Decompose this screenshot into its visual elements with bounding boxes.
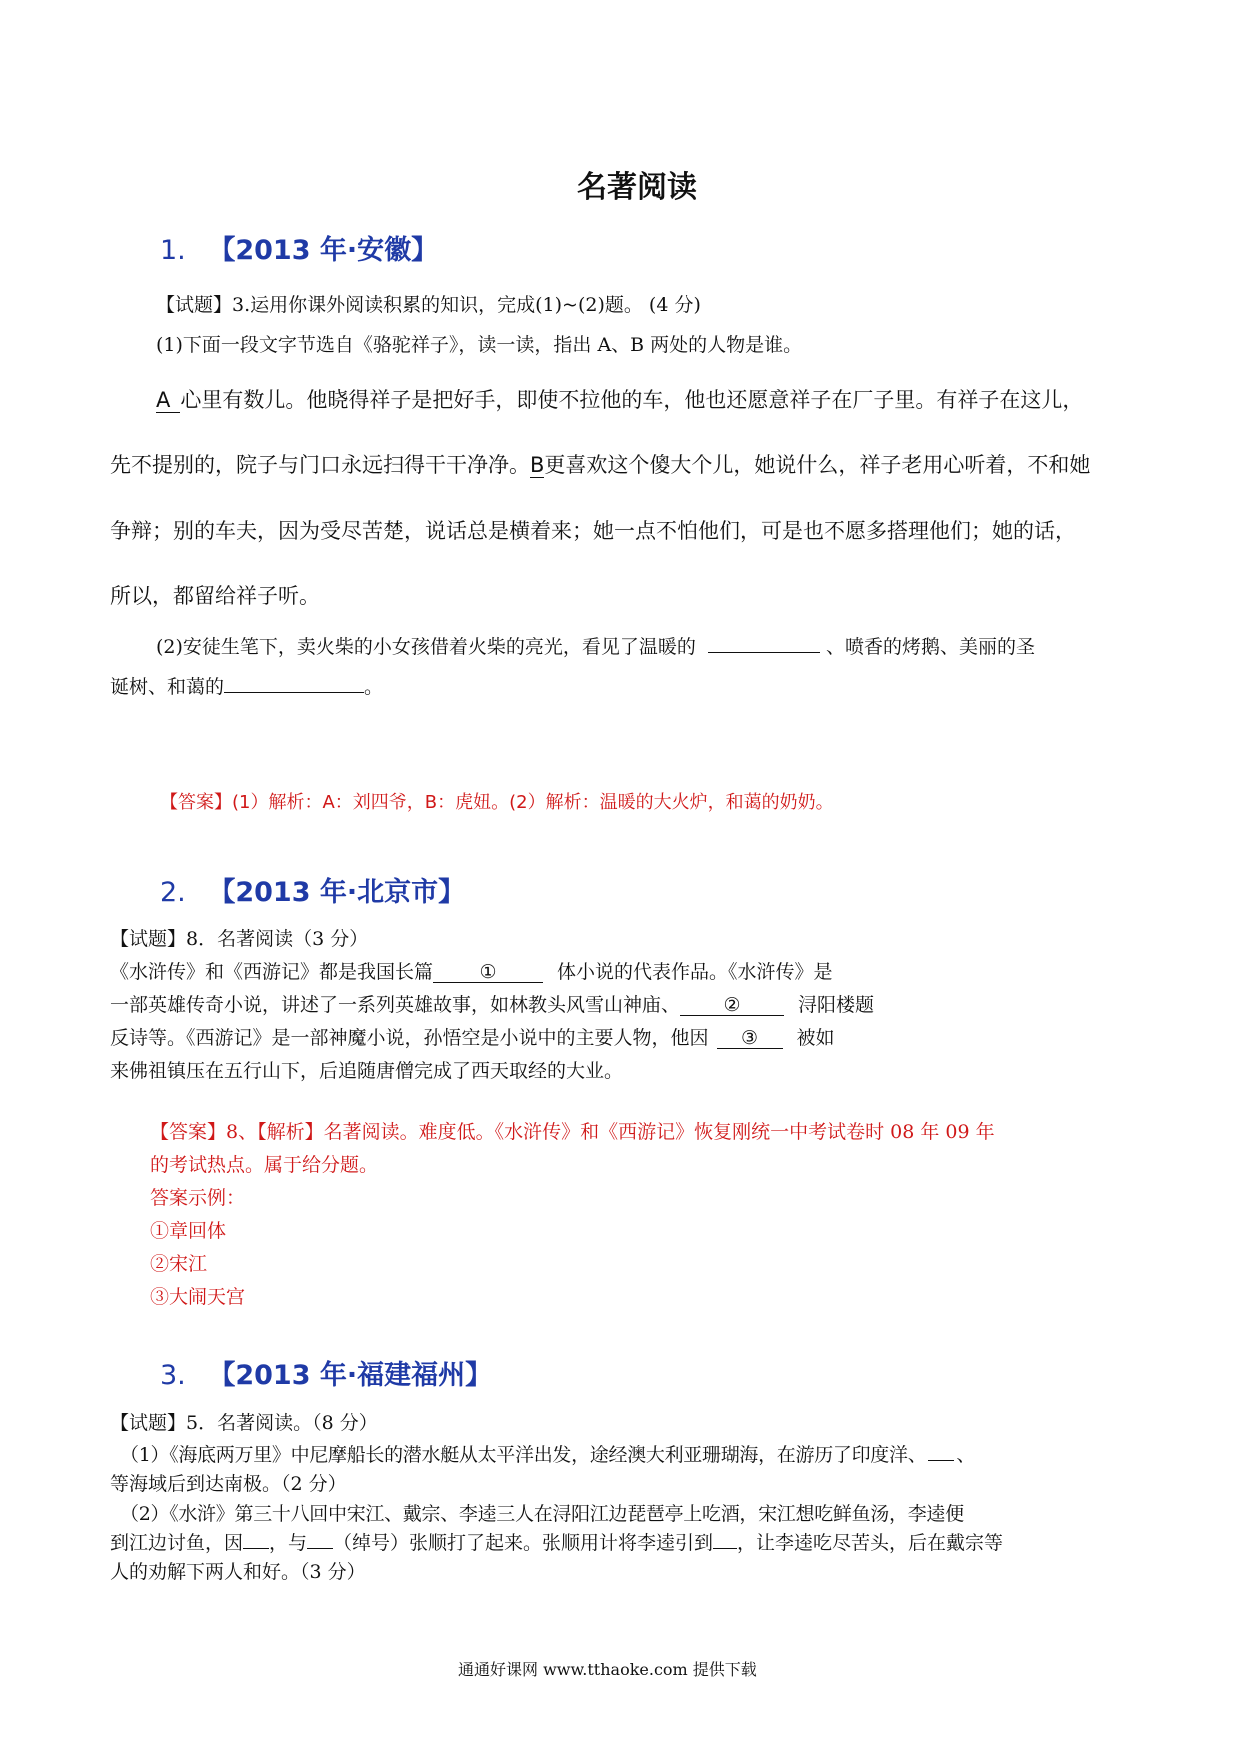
s3-text-2c: （绰号）张顺打了起来。张顺用计将李逵引到 [333, 1532, 714, 1554]
section-1-heading [160, 228, 438, 267]
s3-text-1b: 、 [956, 1444, 976, 1466]
s2-text-2a: 一部英雄传奇小说，讲述了一系列英雄故事，如林教头风雪山神庙、 [110, 994, 681, 1016]
section-3-p1-line-1 [120, 1440, 975, 1467]
answer-item: ①章回体 [150, 1220, 227, 1242]
mark-a: A [156, 388, 180, 413]
page-footer: 通通好课网 www.tthaoke.com 提供下载 [458, 1660, 757, 1679]
section-1-question-1: (1)下面一段文字节选自《骆驼祥子》，读一读，指出 A、B 两处的人物是谁。 [156, 334, 803, 356]
q2-text-a: (2)安徒生笔下，卖火柴的小女孩借着火柴的亮光，看见了温暖的 [156, 636, 696, 658]
s2-text-2b: 浔阳楼题 [798, 994, 875, 1016]
passage-line-1 [156, 384, 1083, 414]
section-2-answer-line-1: 【答案】8、【解析】名著阅读。难度低。《水浒传》和《西游记》恢复刚统一中考试卷时 08 年 09 年 [150, 1121, 995, 1143]
blank-2: ② [680, 996, 784, 1016]
s2-text-3a: 反诗等。《西游记》是一部神魔小说，孙悟空是小说中的主要人物，他因 [110, 1027, 709, 1049]
s3-text-2a: 到江边讨鱼，因 [110, 1532, 244, 1554]
q2-text-b: 、喷香的烤鹅、美丽的圣 [825, 636, 1035, 658]
q2-text-d: 。 [364, 676, 384, 698]
section-2-heading [160, 870, 465, 909]
passage-text-2a: 先不提别的，院子与门口永远扫得干干净净。 [110, 453, 530, 477]
s2-text-1a: 《水浒传》和《西游记》都是我国长篇 [110, 961, 434, 983]
answer-blank [708, 652, 820, 653]
answer-item: ③大闹天宫 [150, 1286, 246, 1308]
mark-b: B [530, 453, 545, 477]
blank-3: ③ [717, 1029, 783, 1049]
answer-blank [928, 1460, 954, 1461]
answer-blank [713, 1548, 737, 1549]
section-1-answer: 【答案】(1）解析：A：刘四爷，B：虎妞。(2）解析：温暖的大火炉，和蔼的奶奶。 [160, 792, 834, 813]
section-3-number: 3. [160, 1360, 186, 1391]
section-3-p2-line-2 [110, 1528, 1003, 1555]
section-1-question-2 [156, 632, 1035, 659]
s2-text-1b: 体小说的代表作品。《水浒传》是 [557, 961, 833, 983]
blank-1: ① [433, 963, 543, 983]
section-2-question-intro: 【试题】8．名著阅读（3 分） [110, 928, 369, 950]
section-1-label: 【2013 年·安徽】 [208, 235, 439, 266]
passage-line-4: 所以，都留给祥子听。 [110, 584, 320, 608]
section-3-heading [160, 1353, 492, 1392]
section-2-answer-line-2: 的考试热点。属于给分题。 [150, 1154, 379, 1176]
s3-text-2b: ，与 [269, 1532, 308, 1554]
s3-text-2d: ，让李逵吃尽苦头，后在戴宗等 [737, 1532, 1004, 1554]
section-2-number: 2. [160, 877, 186, 908]
answer-blank [224, 692, 364, 693]
section-1-question-intro: 【试题】3.运用你课外阅读积累的知识，完成(1)~(2)题。 (4 分) [156, 294, 701, 316]
answer-blank [307, 1548, 333, 1549]
section-1-number: 1. [160, 235, 186, 266]
section-2-line-4: 来佛祖镇压在五行山下，后追随唐僧完成了西天取经的大业。 [110, 1060, 624, 1082]
section-2-line-2 [110, 990, 874, 1017]
section-1-question-2-cont [110, 672, 383, 699]
passage-text-2b: 更喜欢这个傻大个儿，她说什么，祥子老用心听着，不和她 [544, 453, 1091, 477]
s2-text-3b: 被如 [796, 1027, 835, 1049]
section-2-label: 【2013 年·北京市】 [208, 877, 466, 908]
s3-text-1a: （1）《海底两万里》中尼摩船长的潜水艇从太平洋出发，途经澳大利亚珊瑚海，在游历了印度洋、 [120, 1444, 927, 1466]
answer-blank [243, 1548, 269, 1549]
section-3-p2-line-1: （2）《水浒》第三十八回中宋江、戴宗、李逵三人在浔阳江边琵琶亭上吃酒，宋江想吃鲜鱼汤，李逵便 [120, 1503, 964, 1525]
section-3-label: 【2013 年·福建福州】 [208, 1360, 493, 1391]
answer-item: ②宋江 [150, 1253, 208, 1275]
passage-line-3: 争辩；别的车夫，因为受尽苦楚，说话总是横着来；她一点不怕他们，可是也不愿多搭理他们；她的话， [110, 519, 1076, 543]
section-3-p1-line-2: 等海域后到达南极。（2 分） [110, 1473, 347, 1495]
passage-line-2 [110, 449, 1090, 479]
passage-text-1: 心里有数儿。他晓得祥子是把好手，即使不拉他的车，他也还愿意祥子在厂子里。有祥子在这儿， [180, 388, 1084, 412]
section-2-line-1 [110, 957, 833, 984]
section-3-question-intro: 【试题】5．名著阅读。（8 分） [110, 1412, 378, 1434]
section-2-line-3 [110, 1023, 835, 1050]
q2-text-c: 诞树、和蔼的 [110, 676, 225, 698]
section-2-answer-line-3: 答案示例： [150, 1187, 246, 1209]
page-title: 名著阅读 [577, 170, 697, 205]
section-3-p2-line-3: 人的劝解下两人和好。（3 分） [110, 1561, 366, 1583]
